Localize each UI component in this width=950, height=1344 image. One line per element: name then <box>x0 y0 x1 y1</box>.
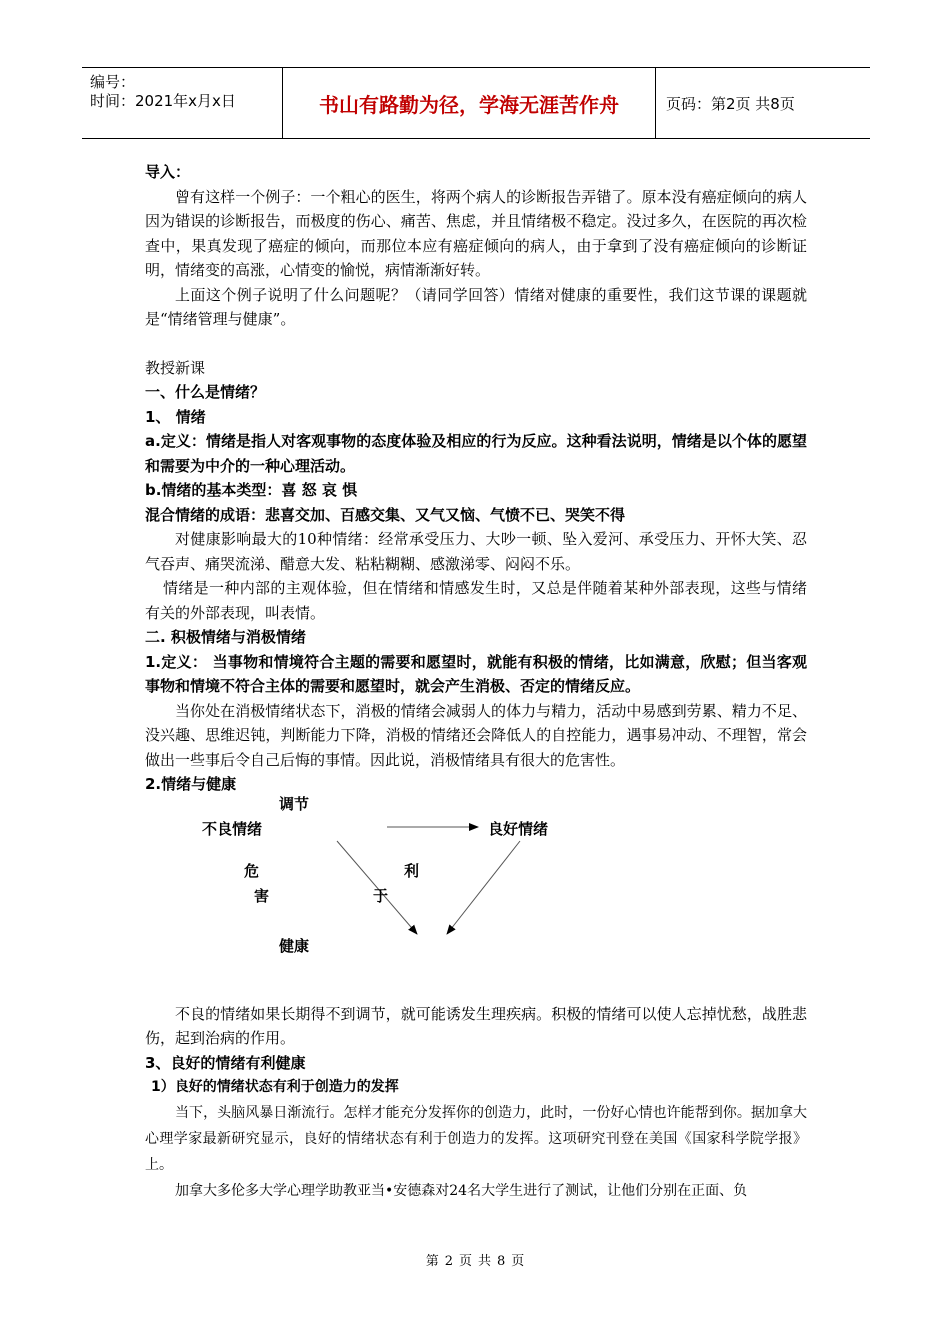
arrow-benefit <box>447 841 520 934</box>
definition-a: a.定义：情绪是指人对客观事物的态度体验及相应的行为反应。这种看法说明，情绪是以个体的愿望和需要为中介的一种心理活动。 <box>145 432 807 475</box>
subsection-heading-3-1: 1）良好的情绪状态有利于创造力的发挥 <box>151 1079 399 1095</box>
label-benefit-2: 于 <box>373 886 389 905</box>
label-harm-2: 害 <box>254 886 270 905</box>
page-header <box>82 67 870 139</box>
time-label: 时间：2021年x月x日 <box>90 92 236 110</box>
footer-total-unit: 页 <box>511 1254 525 1269</box>
intro-paragraph-1: 曾有这样一个例子：一个粗心的医生，将两个病人的诊断报告弄错了。原本没有癌症倾向的病人因为错误的诊断报告，而极度的伤心、痛苦、焦虑，并且情绪极不稳定。没过多久，在医院的再次检查中，果真发现了癌症的倾向，而那位本应有癌症倾向的病人，由于拿到了没有癌症倾向的诊断证明，情绪变的高涨，心情变的愉悦，病情渐渐好转。 <box>145 187 807 279</box>
new-lesson-heading: 教授新课 <box>145 358 206 377</box>
subsection-heading-emotion: 1、 情绪 <box>145 407 206 426</box>
after-diagram-paragraph: 不良的情绪如果长期得不到调节，就可能诱发生理疾病。积极的情绪可以使人忘掉忧愁，战胜悲伤，起到治病的作用。 <box>145 1004 807 1047</box>
footer-page-unit: 页 <box>458 1254 472 1269</box>
types-b: b.情绪的基本类型：喜 怒 哀 惧 <box>145 481 358 499</box>
creativity-paragraph-1: 当下，头脑风暴日渐流行。怎样才能充分发挥你的创造力，此时，一份好心情也许能帮到你。据加拿大心理学家最新研究显示，良好的情绪状态有利于创造力的发挥。这项研究刊登在美国《国家科学院学报》上。 <box>145 1104 807 1173</box>
footer-page-num: 2 <box>444 1254 453 1269</box>
section-heading-pos-neg: 二. 积极情绪与消极情绪 <box>145 628 306 646</box>
label-harm-1: 危 <box>244 861 260 880</box>
intro-paragraph-2: 上面这个例子说明了什么问题呢？（请同学回答）情绪对健康的重要性，我们这节课的课题就是“情绪管理与健康”。 <box>145 285 807 328</box>
creativity-paragraph-2: 加拿大多伦多大学心理学助教亚当•安德森对24名大学生进行了测试，让他们分别在正面、负 <box>175 1182 748 1199</box>
label-health: 健康 <box>279 936 310 955</box>
number-label: 编号： <box>90 73 136 91</box>
label-regulate: 调节 <box>279 794 310 813</box>
footer-total-word: 共 <box>478 1254 492 1269</box>
label-good-emotion: 良好情绪 <box>488 819 549 838</box>
motto: 书山有路勤为径，学海无涯苦作舟 <box>283 68 656 138</box>
emotion-health-diagram <box>145 794 807 1002</box>
section-heading-what: 一、什么是情绪？ <box>145 383 266 401</box>
document-body <box>145 160 807 1204</box>
expression-paragraph: 情绪是一种内部的主观体验，但在情绪和情感发生时，又总是伴随着某种外部表现，这些与情绪有关的外部表现，叫表情。 <box>145 579 807 622</box>
subsection-heading-3: 3、良好的情绪有利健康 <box>145 1053 306 1072</box>
negative-paragraph: 当你处在消极情绪状态下，消极的情绪会减弱人的体力与精力，活动中易感到劳累、精力不足、没兴趣、思维迟钝，判断能力下降，消极的情绪还会降低人的自控能力，遇事易冲动、不理智，常会做出一些事后令自己后悔的事情。因此说，消极情绪具有很大的危害性。 <box>145 701 807 769</box>
label-bad-emotion: 不良情绪 <box>202 819 263 838</box>
subsection-heading-2: 2.情绪与健康 <box>145 775 237 793</box>
intro-heading: 导入： <box>145 163 191 181</box>
page-info: 页码：第2页 共8页 <box>666 94 795 113</box>
page-footer <box>0 1250 950 1269</box>
footer-total-num: 8 <box>497 1254 506 1269</box>
definition-1: 1.定义： 当事物和情境符合主题的需要和愿望时，就能有积极的情绪，比如满意，欣慰；但当客观事物和情境不符合主体的需要和愿望时，就会产生消极、否定的情绪反应。 <box>145 652 807 695</box>
top10-paragraph: 对健康影响最大的10种情绪：经常承受压力、大吵一顿、坠入爱河、承受压力、开怀大笑、忍气吞声、痛哭流涕、醋意大发、粘粘糊糊、感激涕零、闷闷不乐。 <box>145 530 807 573</box>
label-benefit-1: 利 <box>404 861 420 880</box>
footer-page-word: 第 <box>425 1254 439 1269</box>
mixed-emotions: 混合情绪的成语：悲喜交加、百感交集、又气又恼、气愤不已、哭笑不得 <box>145 505 626 524</box>
spacer <box>145 332 807 356</box>
header-left-cell <box>82 68 283 138</box>
